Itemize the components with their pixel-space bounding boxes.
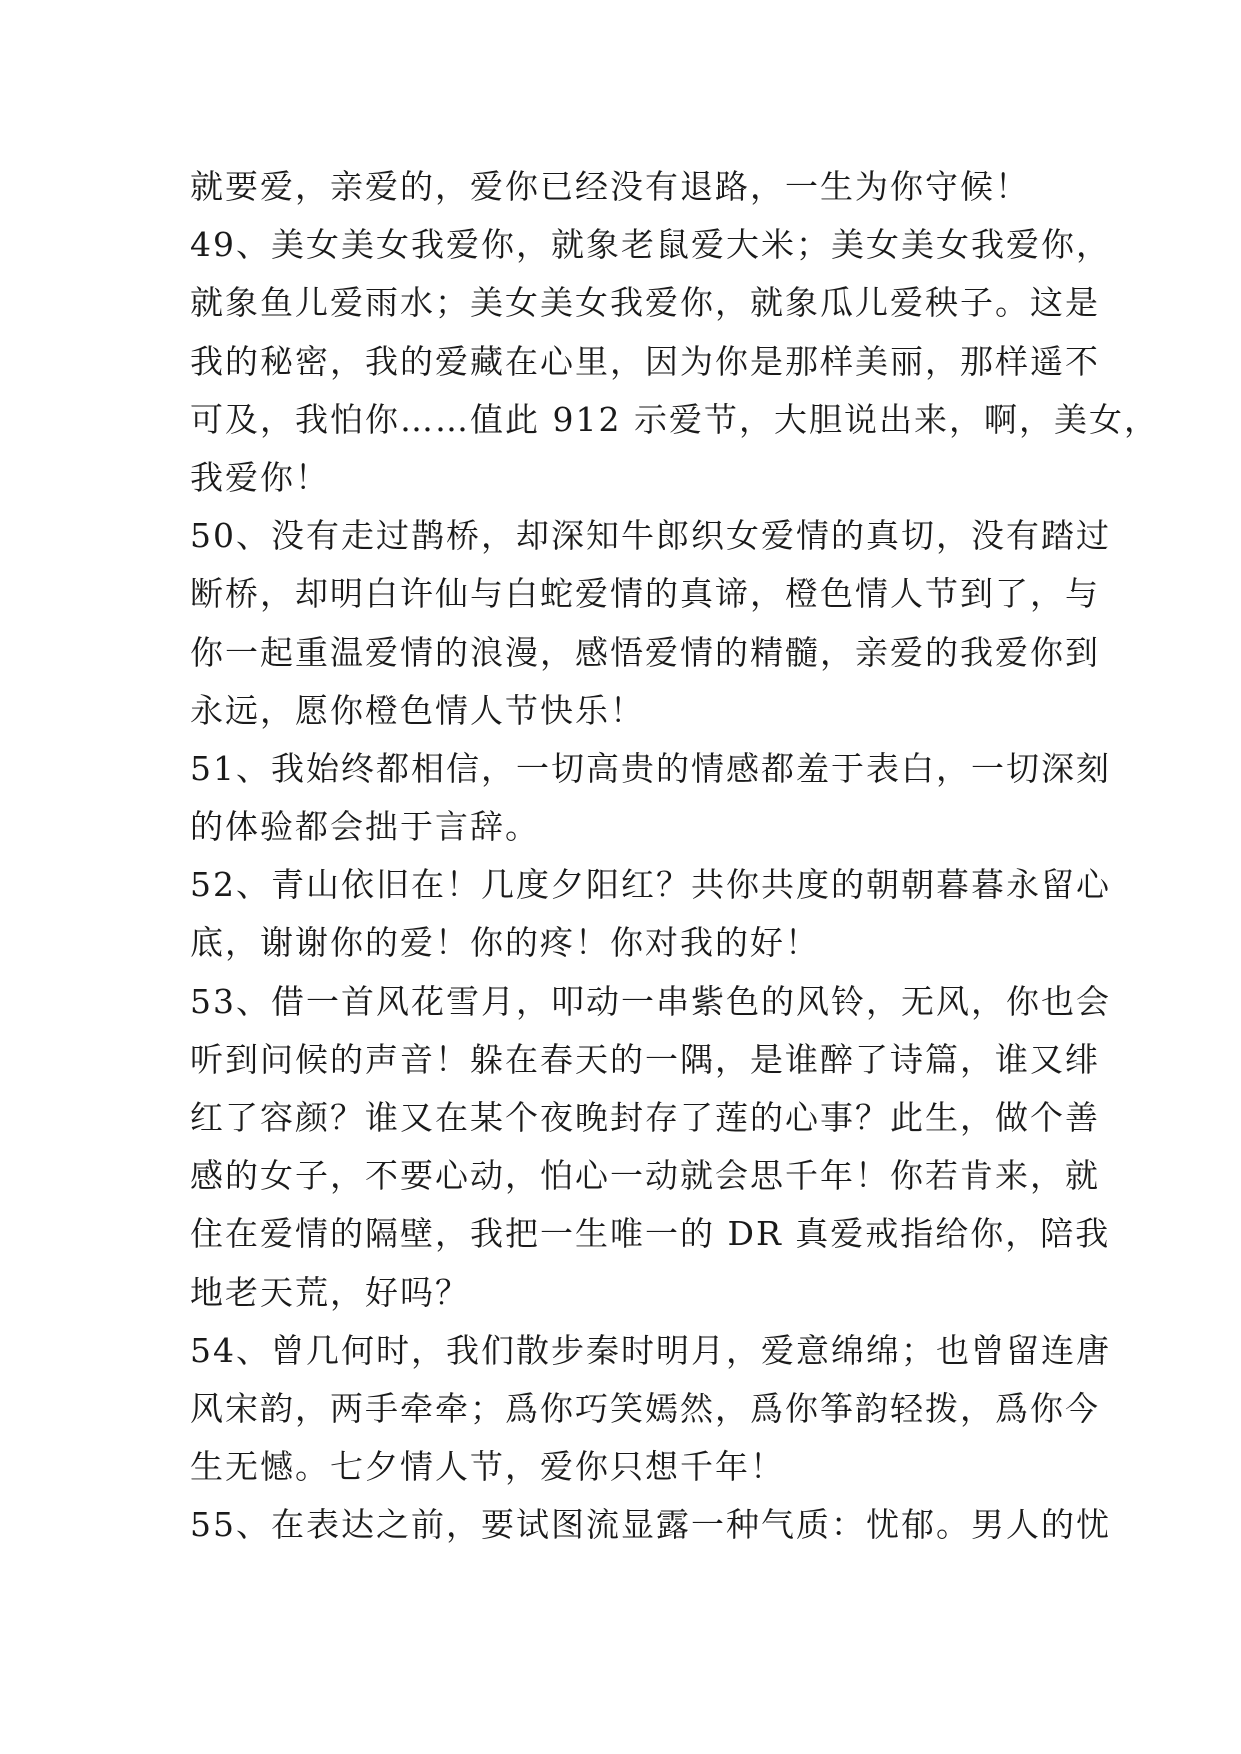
text-line: 断桥，却明白许仙与白蛇爱情的真谛，橙色情人节到了，与 <box>190 574 1100 614</box>
text-line: 底，谢谢你的爱！你的疼！你对我的好！ <box>190 923 820 963</box>
text-line: 我的秘密，我的爱藏在心里，因为你是那样美丽，那样遥不 <box>190 341 1100 381</box>
text-line: 55、在表达之前，要试图流显露一种气质：忧郁。男人的忧 <box>190 1505 1111 1545</box>
text-line: 红了容颜？谁又在某个夜晚封存了莲的心事？此生，做个善 <box>190 1098 1100 1137</box>
text-line: 50、没有走过鹊桥，却深知牛郎织女爱情的真切，没有踏过 <box>190 516 1111 556</box>
text-line: 住在爱情的隔壁，我把一生唯一的 DR 真爱戒指给你，陪我 <box>190 1214 1111 1254</box>
text-line: 54、曾几何时，我们散步秦时明月，爱意绵绵；也曾留连唐 <box>190 1330 1111 1370</box>
text-line: 我爱你！ <box>190 457 330 497</box>
text-line: 生无憾。七夕情人节，爱你只想千年！ <box>190 1447 785 1487</box>
text-line: 你一起重温爱情的浪漫，感悟爱情的精髓，亲爱的我爱你到 <box>190 632 1100 672</box>
text-line: 就象鱼儿爱雨水；美女美女我爱你，就象瓜儿爱秧子。这是 <box>190 283 1100 323</box>
text-line: 的体验都会拙于言辞。 <box>190 807 540 847</box>
text-line: 就要爱，亲爱的，爱你已经没有退路，一生为你守候！ <box>190 167 1030 206</box>
text-line: 可及，我怕你……值此 912 示爱节，大胆说出来，啊，美女， <box>190 399 1159 439</box>
text-line: 53、借一首风花雪月，叩动一串紫色的风铃，无风，你也会 <box>190 981 1111 1021</box>
text-line: 52、青山依旧在！几度夕阳红？共你共度的朝朝暮暮永留心 <box>190 865 1111 905</box>
text-line: 51、我始终都相信，一切高贵的情感都羞于表白，一切深刻 <box>190 748 1111 788</box>
body-text <box>190 158 1159 1555</box>
text-line: 永远，愿你橙色情人节快乐！ <box>190 690 645 730</box>
text-line: 风宋韵，两手牵牵；爲你巧笑嫣然，爲你筝韵轻拨，爲你今 <box>190 1388 1100 1428</box>
text-line: 地老天荒，好吗？ <box>190 1272 470 1312</box>
text-line: 感的女子，不要心动，怕心一动就会思千年！你若肯来，就 <box>190 1156 1100 1196</box>
text-line: 听到问候的声音！躲在春天的一隅，是谁醉了诗篇，谁又绯 <box>190 1039 1100 1079</box>
text-line: 49、美女美女我爱你，就象老鼠爱大米；美女美女我爱你， <box>190 225 1111 265</box>
